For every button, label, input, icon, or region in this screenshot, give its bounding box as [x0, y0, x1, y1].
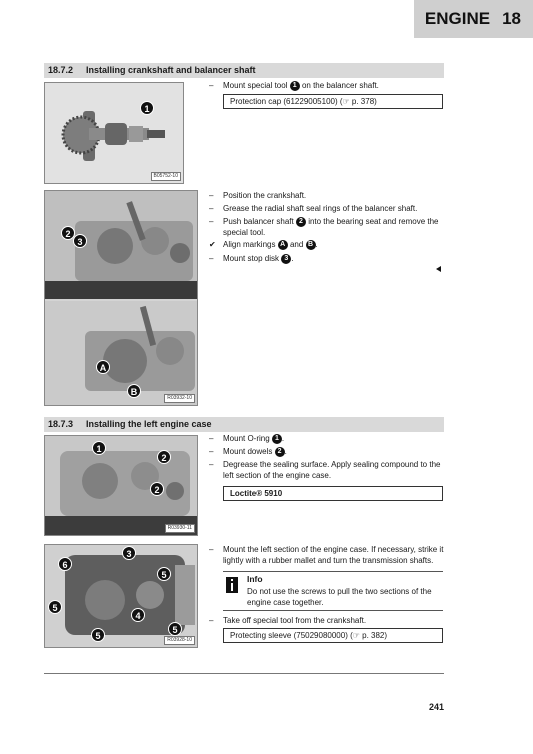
step-mount-stop-disk: – Mount stop disk 3 .	[209, 254, 294, 263]
marker-b: B	[127, 384, 141, 398]
step-align-markings: ✔ Align markings A and B .	[209, 240, 318, 249]
engine-case-oring-image	[44, 435, 198, 536]
section-title: Installing crankshaft and balancer shaft	[86, 65, 256, 75]
marker-6: 6	[58, 557, 72, 571]
info-icon	[226, 577, 238, 593]
chapter-number: 18	[502, 9, 521, 28]
tool-protection-cap-box: Protection cap (61229005100) (☞ p. 378)	[223, 94, 443, 109]
section-heading-left-engine-case	[44, 417, 444, 432]
image-code: R03932-10	[164, 394, 195, 403]
step-grease-seal-rings: – Grease the radial shaft seal rings of the balancer shaft.	[209, 204, 418, 213]
marker-2: 2	[150, 482, 164, 496]
section-title: Installing the left engine case	[86, 419, 212, 429]
marker-1: 1	[92, 441, 106, 455]
image-code: R03928-10	[164, 636, 195, 645]
engine-case-image	[44, 190, 198, 406]
section-number: 18.7.2	[48, 65, 74, 75]
balancer-shaft-image	[44, 82, 184, 184]
step-take-off-tool: – Take off special tool from the crankshaft.	[209, 616, 367, 625]
checkmark-icon: ✔	[209, 240, 216, 249]
marker-1: 1	[140, 101, 154, 115]
marker-4: 4	[131, 608, 145, 622]
info-divider-top	[223, 571, 443, 572]
marker-a: A	[96, 360, 110, 374]
marker-2: 2	[157, 450, 171, 464]
marker-2: 2	[61, 226, 75, 240]
step-degrease-sealing: – Degrease the sealing surface. Apply sealing compound to the left section of the engine case.	[209, 460, 441, 480]
step-mount-dowels: – Mount dowels 2 .	[209, 447, 287, 456]
marker-5: 5	[157, 567, 171, 581]
tool-protecting-sleeve-box: Protecting sleeve (75029080000) (☞ p. 382)	[223, 628, 443, 643]
marker-1-inline: 1	[290, 81, 300, 91]
end-of-section-icon	[436, 266, 441, 272]
marker-5: 5	[91, 628, 105, 642]
marker-5: 5	[48, 600, 62, 614]
step-mount-oring: – Mount O-ring 1 .	[209, 434, 285, 443]
info-text: Do not use the screws to pull the two sections of the engine case together.	[247, 587, 432, 607]
step-position-crankshaft: – Position the crankshaft.	[209, 191, 307, 200]
image-code: B05752-10	[151, 172, 181, 181]
section-heading-crankshaft	[44, 63, 444, 78]
marker-3: 3	[122, 546, 136, 560]
chapter-title: ENGINE	[424, 9, 491, 28]
info-divider-bottom	[223, 610, 443, 611]
chapter-header-tab	[414, 0, 533, 38]
loctite-box: Loctite® 5910	[223, 486, 443, 501]
info-title: Info	[247, 574, 263, 584]
step-mount-special-tool: – Mount special tool 1 on the balancer shaft.	[209, 81, 379, 90]
image-code: R03930-11	[165, 524, 195, 533]
step-mount-left-section: – Mount the left section of the engine case. If necessary, strike it lightly with a rubber mallet and turn the transmission shafts.	[209, 545, 444, 565]
page-number: 241	[428, 702, 444, 712]
marker-3: 3	[73, 234, 87, 248]
marker-5: 5	[168, 622, 182, 636]
footer-rule	[44, 673, 444, 674]
step-push-balancer-shaft: – Push balancer shaft 2 into the bearing seat and remove the special tool.	[209, 217, 439, 237]
section-number: 18.7.3	[48, 419, 74, 429]
